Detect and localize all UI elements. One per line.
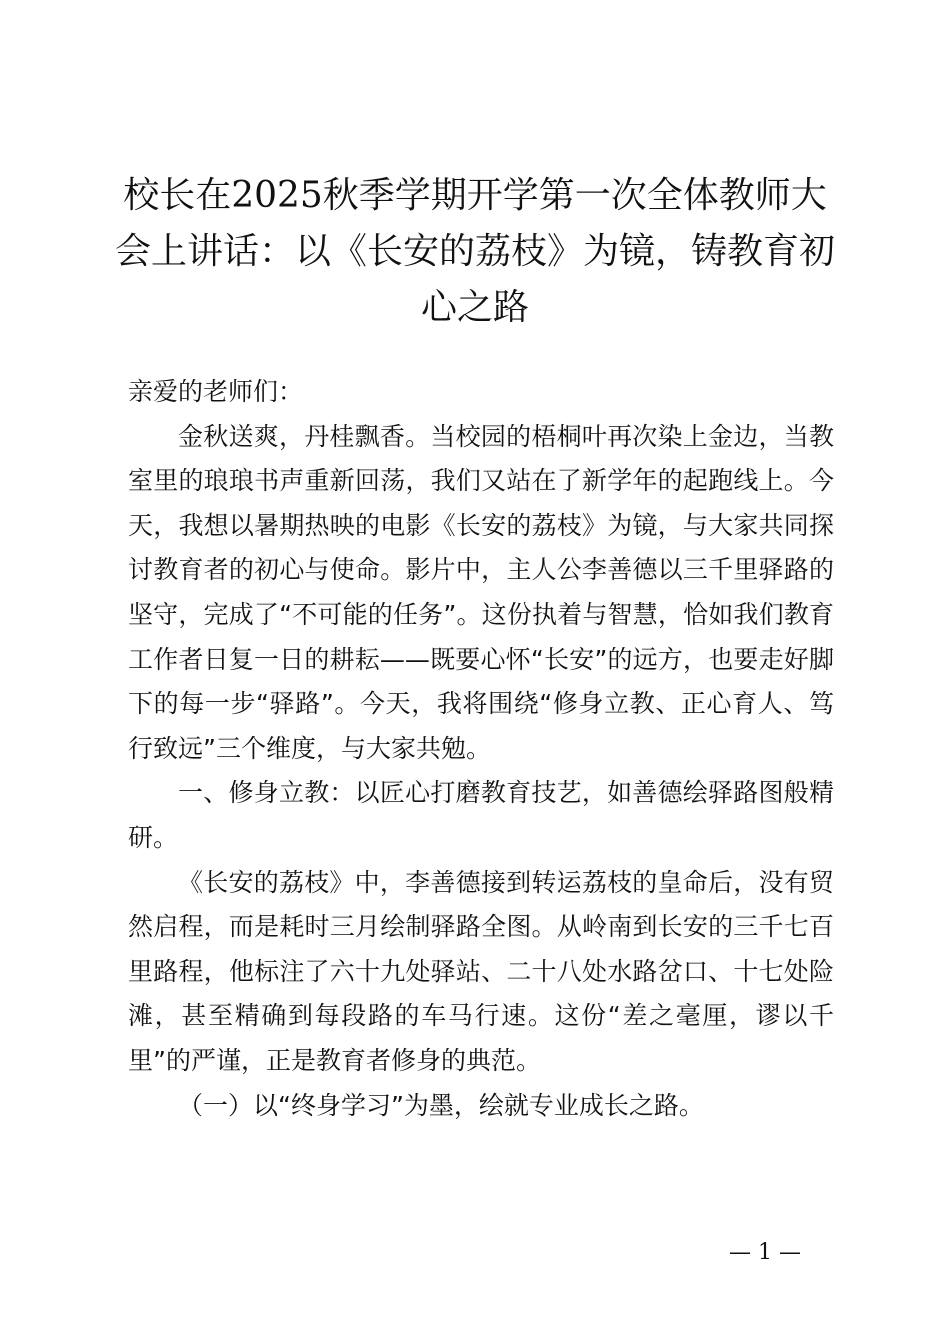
page-number: — 1 — <box>729 1240 801 1265</box>
paragraph-section-1: 《长安的荔枝》中，李善德接到转运荔枝的皇命后，没有贸然启程，而是耗时三月绘制驿路全图。从岭南到长安的三千七百里路程，他标注了六十九处驿站、二十八处水路岔口、十七处险滩，甚至精确到每段路的车马行速。这份“差之毫厘，谬以千里”的严谨，正是教育者修身的典范。 <box>128 867 834 1075</box>
section-heading-1: 一、修身立教：以匠心打磨教育技艺，如善德绘驿路图般精研。 <box>128 778 834 852</box>
salutation: 亲爱的老师们： <box>128 377 304 406</box>
document-title: 校长在2025秋季学期开学第一次全体教师大会上讲话：以《长安的荔枝》为镜，铸教育初心之路 <box>114 175 835 328</box>
document-body <box>128 370 834 1128</box>
subsection-heading-1: （一）以“终身学习”为墨，绘就专业成长之路。 <box>178 1090 704 1120</box>
paragraph-intro: 金秋送爽，丹桂飘香。当校园的梧桐叶再次染上金边，当教室里的琅琅书声重新回荡，我们又站在了新学年的起跑线上。今天，我想以暑期热映的电影《长安的荔枝》为镜，与大家共同探讨教育者的初心与使命。影片中，主人公李善德以三千里驿路的坚守，完成了“不可能的任务”。这份执着与智慧，恰如我们教育工作者日复一日的耕耘——既要心怀“长安”的远方，也要走好脚下的每一步“驿路”。今天，我将围绕“修身立教、正心育人、笃行致远”三个维度，与大家共勉。 <box>128 421 834 763</box>
